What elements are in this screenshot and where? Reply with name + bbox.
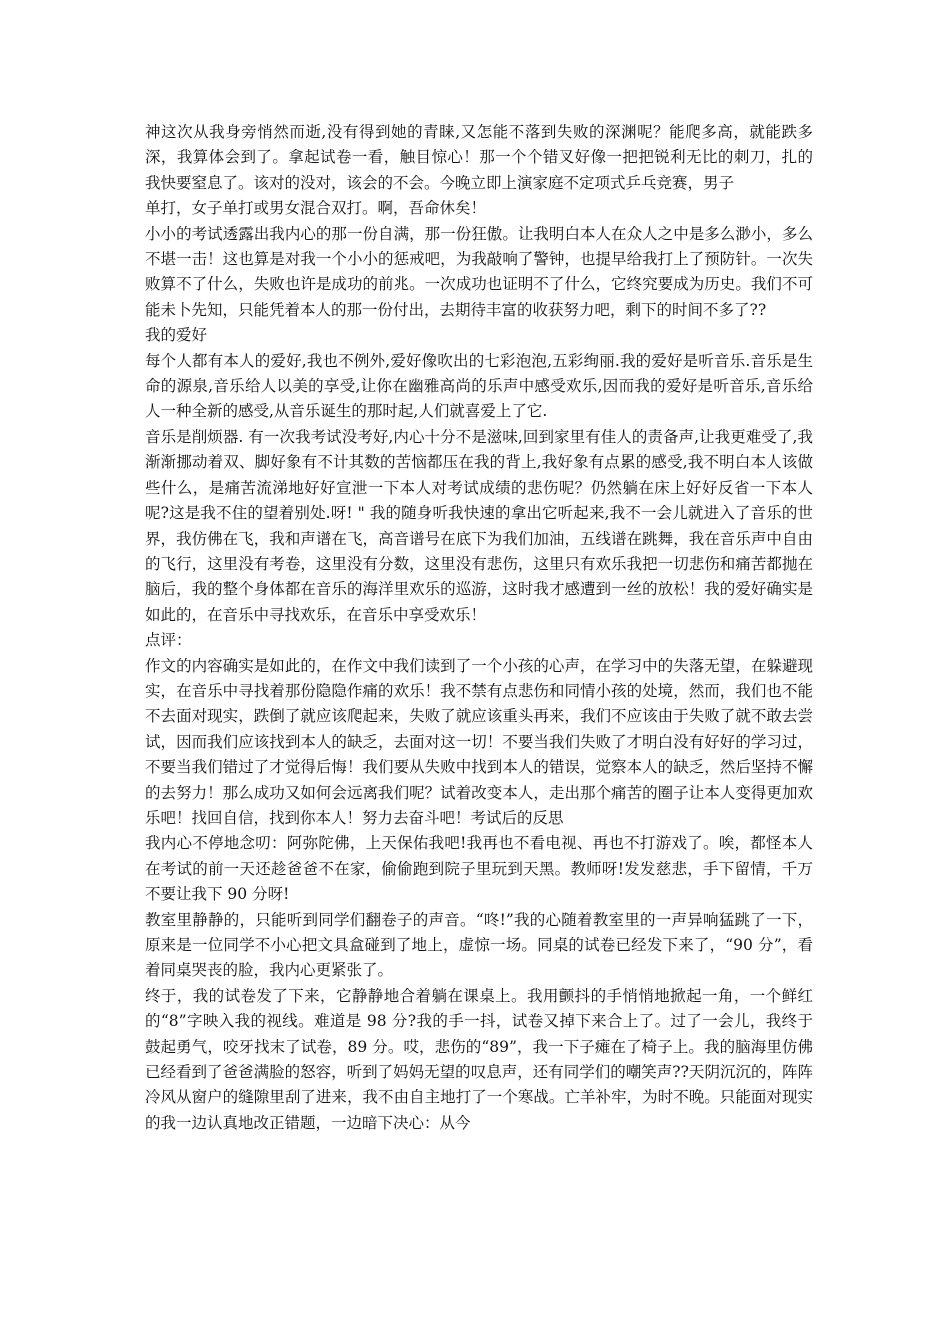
document-body xyxy=(145,120,813,1136)
paragraph-8: 作文的内容确实是如此的，在作文中我们读到了一个小孩的心声，在学习中的失落无望，在躲避现实，在音乐中寻找着那份隐隐作痛的欢乐！我不禁有点悲伤和同情小孩的处境，然而，我们也不能不去面对现实，跌倒了就应该爬起来，失败了就应该重头再来，我们不应该由于失败了就不敢去尝试，因而我们应该找到本人的缺乏，去面对这一切！不要当我们失败了才明白没有好好的学习过，不要当我们错过了才觉得后悔！我们要从失败中找到本人的错误，觉察本人的缺乏，然后坚持不懈的去努力！那么成功又如何会远离我们呢？试着改变本人，走出那个痛苦的圈子让本人变得更加欢乐吧！找回自信，找到你本人！努力去奋斗吧！考试后的反思 xyxy=(145,656,813,827)
paragraph-3: 小小的考试透露出我内心的那一份自满，那一份狂傲。让我明白本人在众人之中是多么渺小，多么不堪一击！这也算是对我一个小小的惩戒吧，为我敲响了警钟，也提早给我打上了预防针。一次失败算不了什么，失败也许是成功的前兆。一次成功也证明不了什么，它终究要成为历史。我们不可能未卜先知，只能凭着本人的那一份付出，去期待丰富的收获努力吧，剩下的时间不多了?? xyxy=(145,224,813,319)
paragraph-9: 我内心不停地念叨：阿弥陀佛，上天保佑我吧!我再也不看电视、再也不打游戏了。唉，都怪本人在考试的前一天还趁爸爸不在家，偷偷跑到院子里玩到天黑。教师呀!发发慈悲，手下留情，千万不要让我下 90 分呀! xyxy=(145,834,813,904)
paragraph-1: 神这次从我身旁悄然而逝,没有得到她的青睐,又怎能不落到失败的深渊呢？能爬多高，就能跌多深，我算体会到了。拿起试卷一看，触目惊心！那一个个错叉好像一把把锐利无比的刺刀，扎的 我快要窒息了。该对的没对，该会的不会。今晚立即上演家庭不定项式乒乓竞赛，男子 xyxy=(145,123,813,192)
section-title-comment: 点评： xyxy=(145,631,192,650)
paragraph-10: 教室里静静的，只能听到同学们翻卷子的声音。“咚!”我的心随着教室里的一声异响猛跳了一下，原来是一位同学不小心把文具盒碰到了地上，虚惊一场。同桌的试卷已经发下来了，“90 分”，看着同桌哭丧的脸，我内心更紧张了。 xyxy=(145,910,813,980)
paragraph-2: 单打，女子单打或男女混合双打。啊，吾命休矣！ xyxy=(145,199,487,218)
section-title-hobby: 我的爱好 xyxy=(145,326,208,345)
paragraph-5: 每个人都有本人的爱好,我也不例外,爱好像吹出的七彩泡泡,五彩绚丽.我的爱好是听音乐.音乐是生命的源泉,音乐给人以美的享受,让你在幽雅高尚的乐声中感受欢乐,因而我的爱好是听音乐,音乐给人一种全新的感受,从音乐诞生的那时起,人们就喜爱上了它. xyxy=(145,351,813,421)
paragraph-6: 音乐是削烦器. 有一次我考试没考好,内心十分不是滋味,回到家里有佳人的责备声,让我更难受了,我渐渐挪动着双、脚好象有不计其数的苦恼都压在我的背上,我好象有点累的感受,我不明白本人该做些什么，是痛苦流涕地好好宣泄一下本人对考试成绩的悲伤呢？仍然躺在床上好好反省一下本人呢?这是我不住的望着别处.呀! " 我的随身听我快速的拿出它听起来,我不一会儿就进入了音乐的世界，我仿佛在飞，我和声谱在飞，高音谱号在底下为我们加油，五线谱在跳舞，我在音乐声中自由的飞行，这里没有考卷，这里没有分数，这里没有悲伤，这里只有欢乐我把一切悲伤和痛苦都抛在脑后，我的整个身体都在音乐的海洋里欢乐的巡游，这时我才感遭到一丝的放松！我的爱好确实是如此的，在音乐中寻找欢乐，在音乐中享受欢乐！ xyxy=(145,427,813,624)
paragraph-11: 终于，我的试卷发了下来，它静静地合着躺在课桌上。我用颤抖的手悄悄地掀起一角，一个鲜红的“8”字映入我的视线。难道是 98 分?我的手一抖，试卷又掉下来合上了。过了一会儿，我终于鼓起勇气，咬牙找末了试卷，89 分。哎，悲伤的“89”，我一下子瘫在了椅子上。我的脑海里仿佛已经看到了爸爸满脸的怒容，听到了妈妈无望的叹息声，还有同学们的嘲笑声??天阴沉沉的，阵阵冷风从窗户的缝隙里刮了进来，我不由自主地打了一个寒战。亡羊补牢，为时不晚。只能面对现实的我一边认真地改正错题，一边暗下决心：从今 xyxy=(145,986,813,1132)
